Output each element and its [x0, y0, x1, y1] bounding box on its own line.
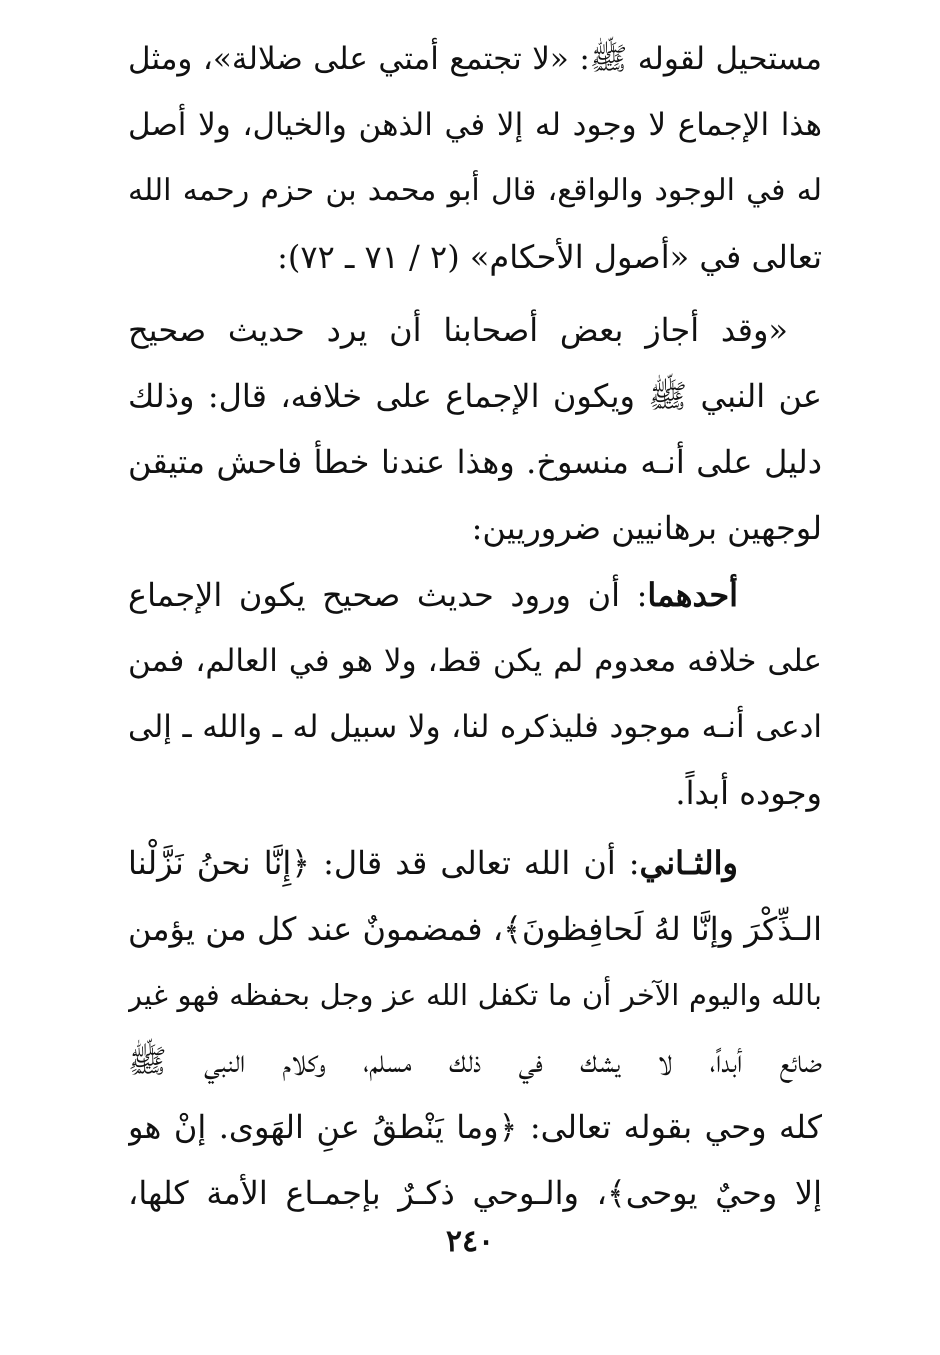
text-line: لوجهين برهانيين ضروريين:: [471, 509, 822, 547]
text-line: تعالى في «أصول الأحكام» (٢ / ٧١ ـ ٧٢):: [277, 238, 822, 276]
paragraph-4: [128, 830, 822, 1226]
text-line: «وقد أجاز بعض أصحابنا أن يرد حديث صحيح: [128, 311, 788, 349]
paragraph-3: [128, 562, 822, 826]
text-line: كله وحي بقوله تعالى: ﴿وما يَنْطقُ عنِ الهَوى. إنْ هو: [128, 1108, 822, 1146]
text-line: [128, 562, 822, 628]
text-line: دليل على أنـه منسوخ. وهذا عندنا خطأ فاحش متيقن: [128, 443, 822, 481]
text-line: عن النبي ﷺ ويكون الإجماع على خلافه، قال: وذلك: [128, 377, 822, 415]
text-line: ضائع أبداً، لا يشك في ذلك مسلم، وكلام النبي ﷺ: [128, 1042, 822, 1080]
paragraph-lead-word: أحدهما: [647, 576, 738, 614]
paragraph-2: [128, 297, 822, 561]
text-span: : أن الله تعالى قد قال: ﴿إِنَّا نحنُ نَزَّلْنا: [128, 844, 640, 882]
paragraph-lead-word: والثـاني: [639, 844, 738, 882]
text-line: على خلافه معدوم لم يكن قط، ولا هو في العالم، فمن: [128, 643, 822, 679]
text-span: : أن ورود حديث صحيح يكون الإجماع: [128, 576, 648, 614]
text-line: [128, 830, 822, 896]
text-line: بالله واليوم الآخر أن ما تكفل الله عز وجل بحفظه فهو غير: [128, 978, 822, 1012]
paragraph-1: [128, 26, 822, 290]
text-line: الـذِّكْرَ وإنَّا لهُ لَحافِظونَ﴾، فمضمونٌ عند كل من يؤمن: [128, 910, 822, 948]
text-line: إلا وحيٌ يوحى﴾، والـوحي ذكـرٌ بإجمـاع الأمة كلها،: [128, 1174, 822, 1212]
text-line: هذا الإجماع لا وجود له إلا في الذهن والخيال، ولا أصل: [128, 107, 822, 143]
text-line: له في الوجود والواقع، قال أبو محمد بن حزم رحمه الله: [128, 173, 822, 208]
text-line: مستحيل لقوله ﷺ: «لا تجتمع أمتي على ضلالة»، ومثل: [128, 41, 822, 77]
text-line: ادعى أنـه موجود فليذكره لنا، ولا سبيل له ـ والله ـ إلى: [128, 709, 822, 745]
page-number: ٢٤٠: [445, 1224, 495, 1259]
text-line: وجوده أبداً.: [675, 774, 822, 812]
